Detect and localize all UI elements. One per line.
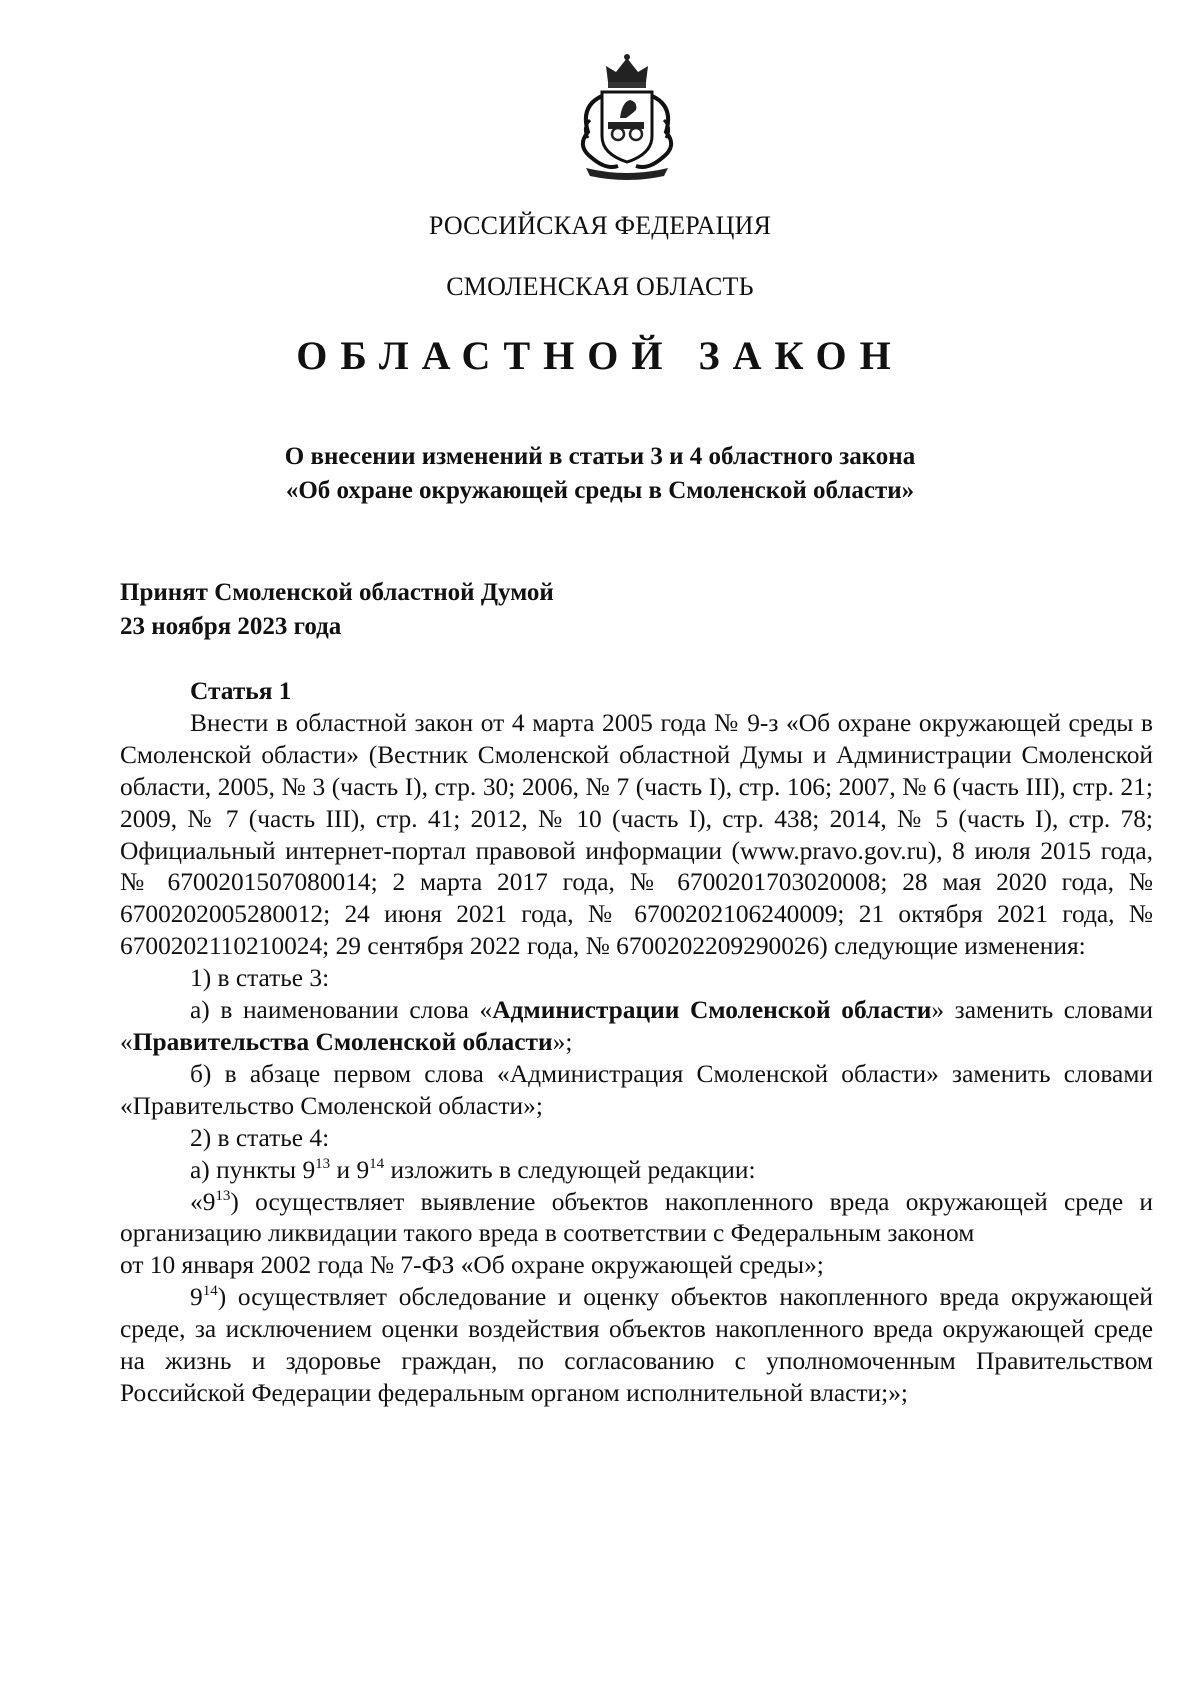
item-2a-text-end: изложить в следующей редакции: bbox=[384, 1155, 756, 1184]
item-1a bbox=[120, 995, 1153, 1059]
point-9-13-superscript: 13 bbox=[215, 1187, 231, 1204]
item-2a-text-mid: и 9 bbox=[330, 1155, 370, 1184]
article-1-heading: Статья 1 bbox=[190, 677, 292, 705]
item-2a-superscript-2: 14 bbox=[369, 1155, 385, 1172]
law-title bbox=[0, 440, 1200, 508]
point-9-14 bbox=[120, 1282, 1153, 1410]
point-9-13-continuation: от 10 января 2002 года № 7-ФЗ «Об охране окружающей среды»; bbox=[120, 1251, 824, 1280]
item-1a-text-mid: » заменить словами « bbox=[120, 996, 1153, 1056]
point-9-14-number: 9 bbox=[190, 1283, 203, 1312]
item-2a bbox=[120, 1155, 1153, 1187]
item-2a-text: а) пункты 9 bbox=[190, 1155, 316, 1184]
smolensk-coat-of-arms-emblem bbox=[566, 52, 688, 180]
point-9-14-text: ) осуществляет обследование и оценку объектов накопленного вреда окружающей среде, за исключением оценки воздействия объектов накопленного вреда окружающей среде на жизнь и здоровье граждан, по согласованию с уполномоченным Правительством Российской Федерации федеральным органом исполнительной власти;»; bbox=[120, 1283, 1153, 1407]
law-title-line-2: «Об охране окружающей среды в Смоленской области» bbox=[285, 477, 915, 504]
point-9-13-text: ) осуществляет выявление объектов накопленного вреда окружающей среде и организацию ликвидации такого вреда в соответствии с Федеральным законом bbox=[120, 1187, 1153, 1248]
document-type-heading: ОБЛАСТНОЙ ЗАКОН bbox=[296, 333, 904, 378]
adoption-date: 23 ноября 2023 года bbox=[120, 613, 342, 640]
point-9-14-superscript: 14 bbox=[202, 1283, 218, 1300]
item-2: 2) в статье 4: bbox=[190, 1123, 330, 1152]
adopted-by: Принят Смоленской областной Думой bbox=[120, 579, 554, 606]
item-1a-text: а) в наименовании слова « bbox=[190, 996, 493, 1025]
item-1b: б) в абзаце первом слова «Администрация Смоленской области» заменить словами «Правительство Смоленской области»; bbox=[120, 1059, 1153, 1120]
item-1a-old-words: Администрации Смоленской области bbox=[492, 996, 932, 1025]
item-1a-text-end: »; bbox=[552, 1027, 573, 1056]
item-2a-superscript-1: 13 bbox=[315, 1155, 331, 1172]
region-heading: СМОЛЕНСКАЯ ОБЛАСТЬ bbox=[446, 272, 754, 301]
point-9-13 bbox=[120, 1187, 1153, 1251]
law-body bbox=[120, 676, 1153, 1410]
item-1a-new-words: Правительства Смоленской области bbox=[132, 1027, 553, 1056]
federation-heading: РОССИЙСКАЯ ФЕДЕРАЦИЯ bbox=[428, 211, 772, 240]
item-1: 1) в статье 3: bbox=[190, 964, 330, 993]
law-title-line-1: О внесении изменений в статьи 3 и 4 областного закона bbox=[284, 443, 916, 470]
adoption-block bbox=[120, 576, 554, 644]
article-1-intro: Внести в областной закон от 4 марта 2005 года № 9-з «Об охране окружающей среды в Смоленской области» (Вестник Смоленской областной Думы и Администрации Смоленской области, 2005, № 3 (часть I), стр. 30; 2006, № 7 (часть I), стр. 106; 2007, № 6 (часть III), стр. 21; 2009, № 7 (часть III), стр. 41; 2012, № 10 (часть I), стр. 438; 2014, № 5 (часть I), стр. 78; Официальный интернет-портал правовой информации (www.pravo.gov.ru), 8 июля 2015 года, № 6700201507080014; 2 марта 2017 года, № 6700201703020008; 28 мая 2020 года, № 6700202005280012; 24 июня 2021 года, № 6700202106240009; 21 октября 2021 года, № 6700202110210024; 29 сентября 2022 года, № 6700202209290026) следующие изменения: bbox=[120, 708, 1153, 961]
point-9-13-number: «9 bbox=[190, 1187, 216, 1216]
